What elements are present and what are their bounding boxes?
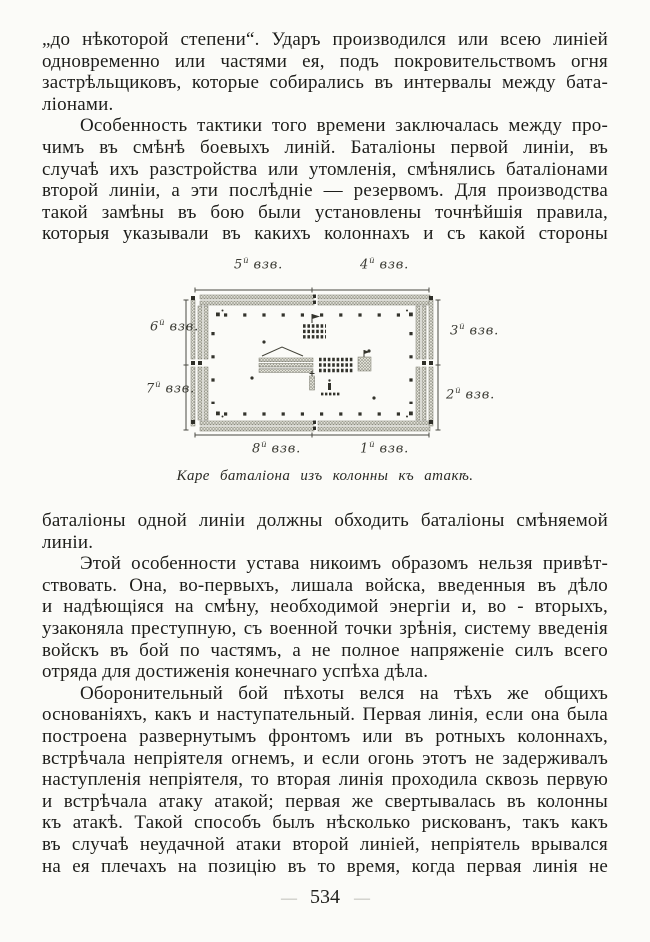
text-line: чимъ въ смѣнѣ боевыхъ линій. Баталіоны первой линіи, въ <box>42 136 608 158</box>
text-line: второй линіи, а эти послѣдніе — резервомъ. Для производства <box>42 180 608 202</box>
body-text-bottom <box>42 510 608 877</box>
figure-label-platoon-6: $6^й$ взв. <box>150 318 200 335</box>
text-line: встрѣчала непріятеля огнемъ, и если огонь этотъ не задерживалъ <box>42 747 608 769</box>
figure-caption: Каре баталіона изъ колонны къ атакѣ. <box>176 468 474 484</box>
figure-label-platoon-5: $5^й$ взв. <box>234 256 284 273</box>
square-block-group <box>358 350 371 371</box>
figure-label-platoon-2: $2^й$ взв. <box>446 386 496 403</box>
text-line: застрѣльщиковъ, которые собирались въ интервалы между бата- <box>42 72 608 94</box>
figure-label-platoon-1: $1^й$ взв. <box>360 440 410 457</box>
centre-small-marks <box>310 371 341 394</box>
figure-label-platoon-4: $4^й$ взв. <box>360 256 410 273</box>
text-line: Особенность тактики того времени заключалась между про- <box>80 115 608 137</box>
page-number-value: 534 <box>310 886 340 908</box>
text-line: ствовать. Она, во-первыхъ, лишала войска, введенныя въ дѣло <box>42 574 608 596</box>
text-line: къ атакѣ. Такой способъ былъ нѣсколько рискованъ, такъ какъ <box>42 812 608 834</box>
page-number-dash-left: — <box>281 890 296 907</box>
text-line: которыя указывали въ какихъ колоннахъ и съ какой стороны <box>42 223 608 245</box>
text-line: въ случаѣ неудачной атаки второй линіей, непріятель врывался <box>42 833 608 855</box>
text-line: отряда для достиженія конечнаго успѣха дѣла. <box>42 661 429 683</box>
text-line: основаніяхъ, какъ и наступательный. Первая линія, если она была <box>42 704 608 726</box>
text-line: баталіоны одной линіи должны обходить баталіоны смѣняемой <box>42 510 608 531</box>
centre-ranks-group <box>319 360 353 371</box>
figure-label-platoon-7: $7^й$ взв. <box>146 380 196 397</box>
text-line: и надѣющіяся на смѣну, необходимой энергіи и, во - вторыхъ, <box>42 596 608 618</box>
text-line: наступленія непріятеля, то вторая линія проходила сквозь первую <box>42 769 608 791</box>
colour-party-group <box>303 314 326 337</box>
battalion-square-diagram <box>112 254 542 466</box>
text-line: и встрѣчала атаку атакой; первая же свертывалась въ колонны <box>42 790 608 812</box>
text-line: узаконяла преступную, съ военной точки зрѣнія, систему введенія <box>42 617 608 639</box>
figure-label-platoon-8: $8^й$ взв. <box>252 440 302 457</box>
text-line: такой замѣны въ бою были установлены точнѣйшія правила, <box>42 201 608 223</box>
text-line: войскъ въ бой по частямъ, а не полное напряженіе силъ всего <box>42 639 608 661</box>
text-line: одновременно или частями ея, подъ покровительствомъ огня <box>42 50 608 72</box>
battalion-square-figure <box>112 254 542 466</box>
text-line: „до нѣкоторой степени“. Ударъ производился или всею линіей <box>42 29 608 50</box>
body-text-top <box>42 29 608 245</box>
figure-label-platoon-3: $3^й$ взв. <box>450 322 500 339</box>
text-line: построена развернутымъ фронтомъ или въ ротныхъ колоннахъ, <box>42 725 608 747</box>
text-line: линіи. <box>42 531 94 553</box>
text-line: Этой особенности устава никоимъ образомъ нельзя привѣт- <box>80 553 608 575</box>
page-number-dash-right: — <box>354 890 369 907</box>
page-number <box>0 886 650 909</box>
text-line: Оборонительный бой пѣхоты велся на тѣхъ же общихъ <box>80 682 608 704</box>
text-line: ліонами. <box>42 93 114 115</box>
reserve-column-group <box>259 347 313 372</box>
text-line: случаѣ ихъ разстройства или утомленія, смѣнялись баталіонами <box>42 158 608 180</box>
text-line: на ея плечахъ на позицію въ то время, когда первая линія не <box>42 855 608 877</box>
